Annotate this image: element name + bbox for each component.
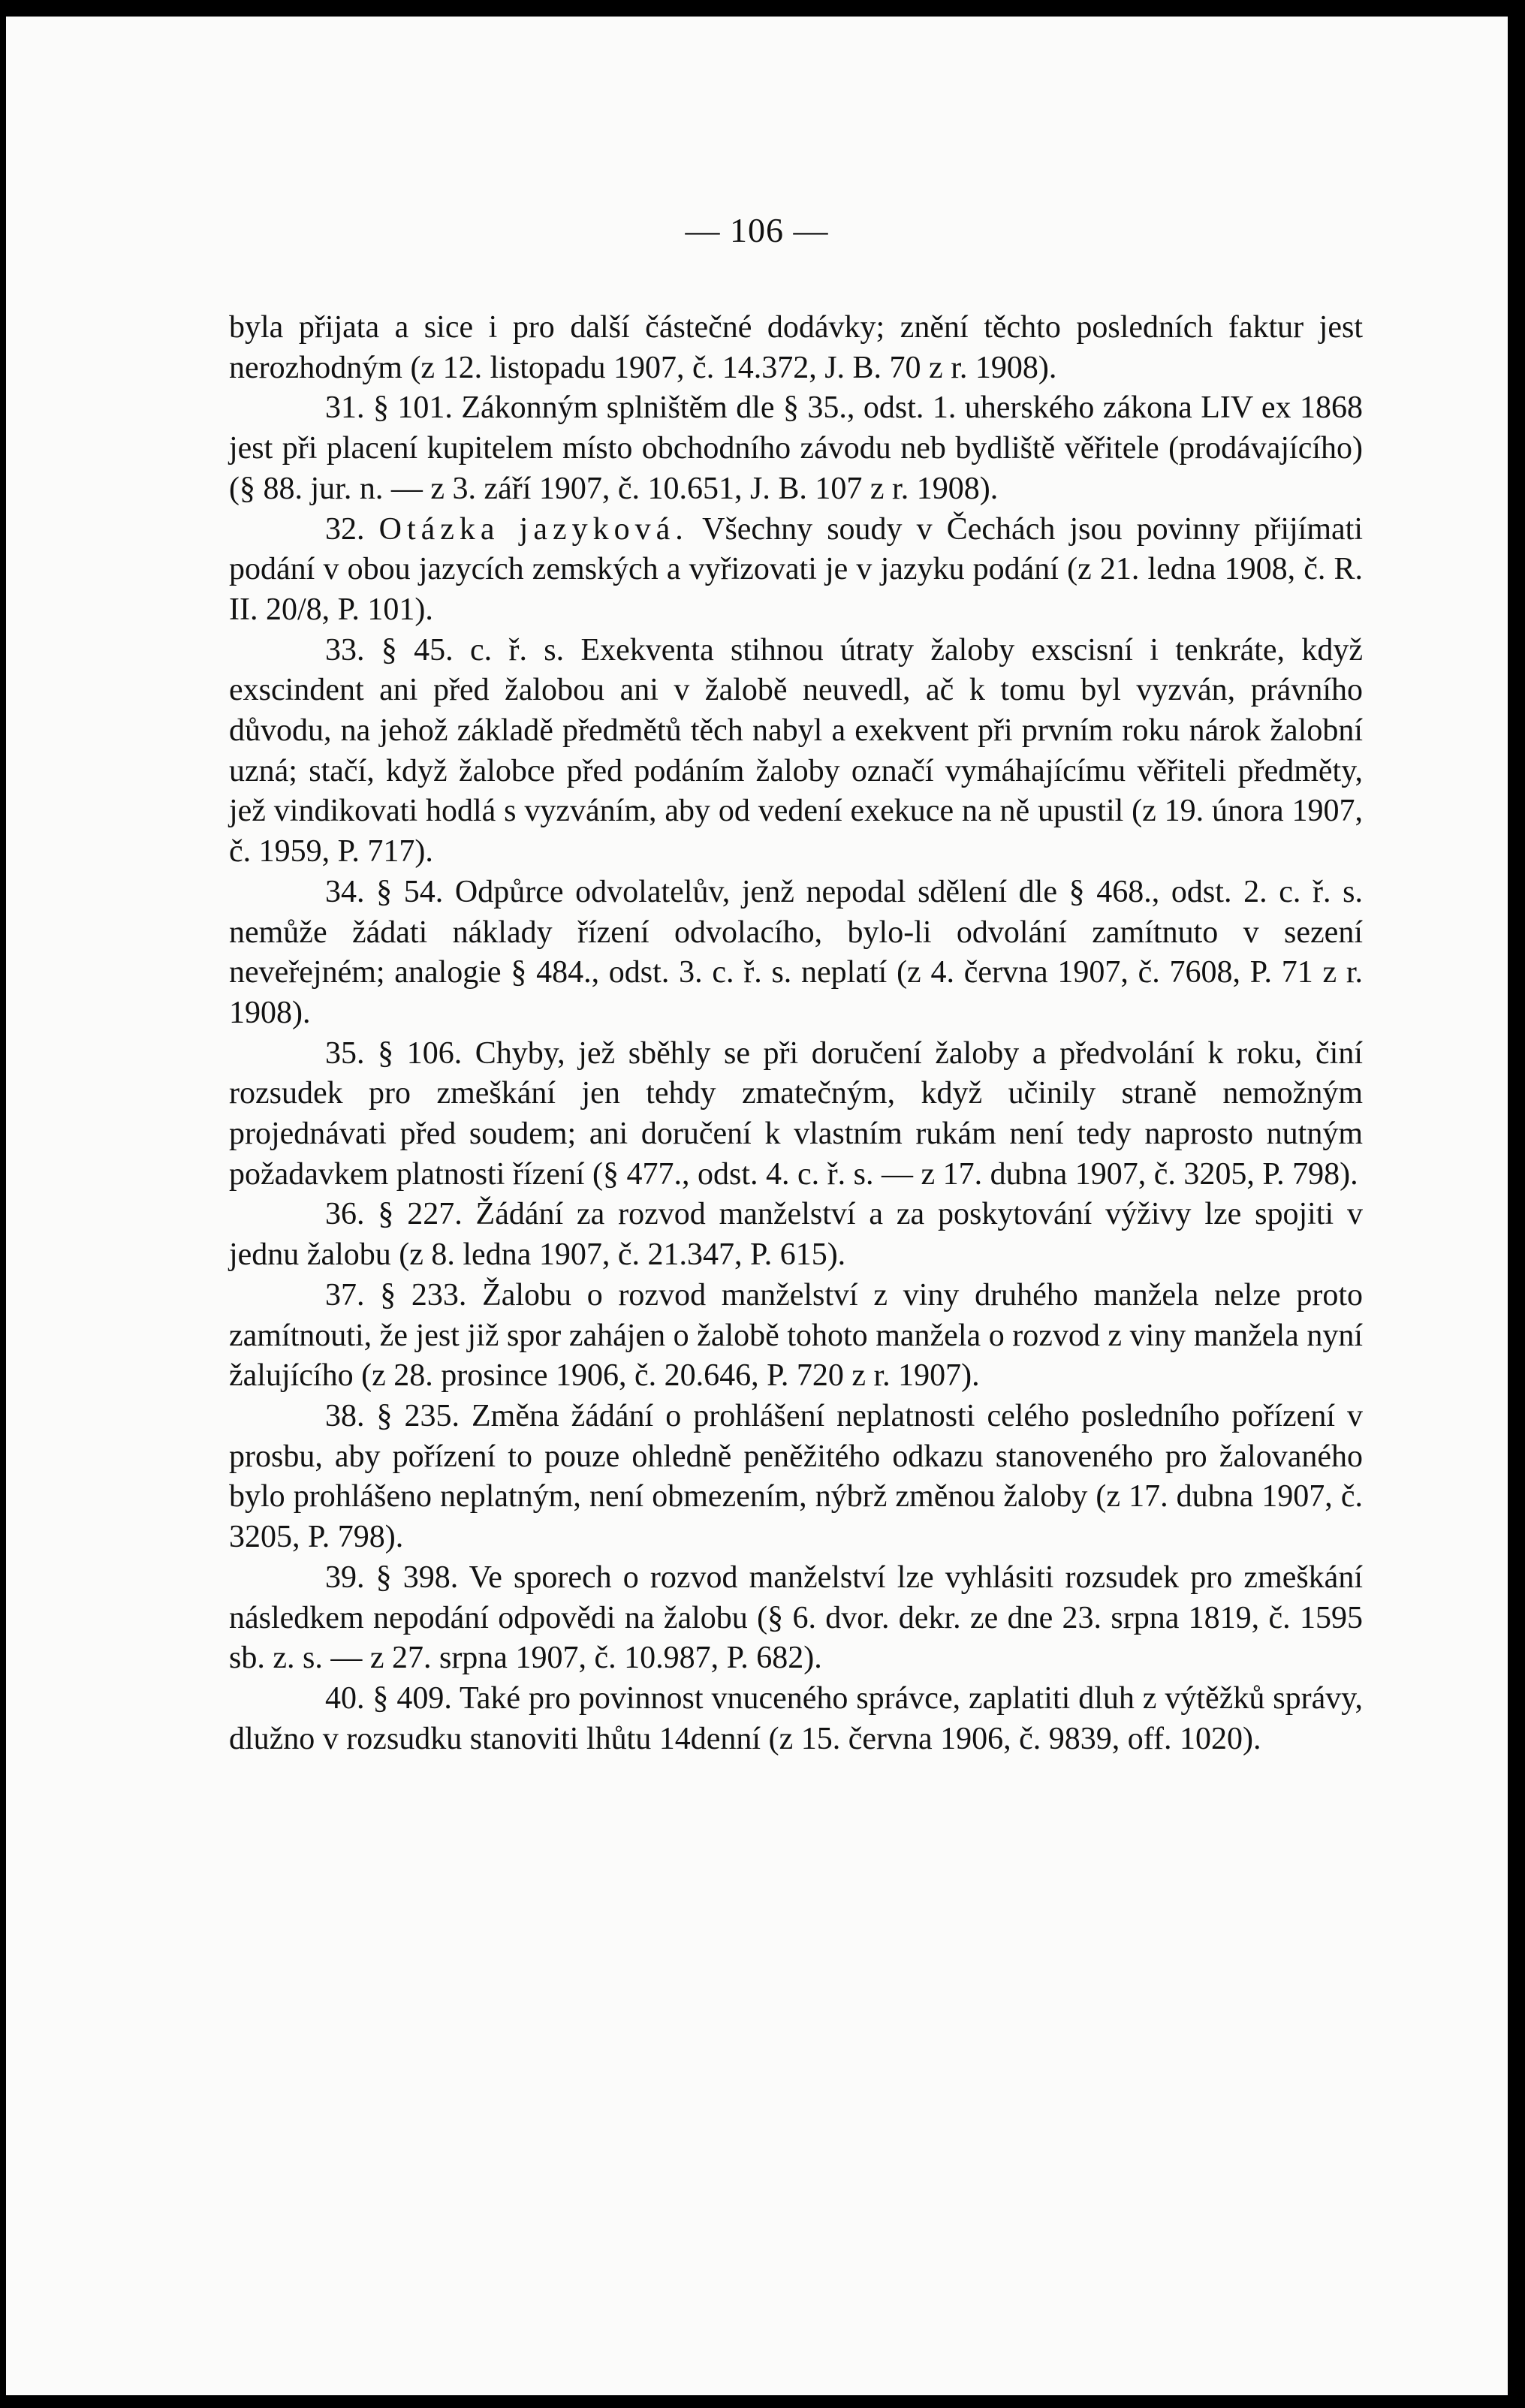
paragraph-38: 38. § 235. Změna žádání o prohlášení neplatnosti celého posledního pořízení v prosbu, aby pořízení to pouze ohledně peněžitého odkazu stanoveného pro žalovaného bylo prohlášeno neplatným, není obmezením, nýbrž změnou žaloby (z 17. dubna 1907, č. 3205, P. 798). [229, 1398, 1363, 1555]
paragraph-32-number: 32. [325, 511, 365, 547]
paragraph-36: 36. § 227. Žádání za rozvod manželství a za poskytování výživy lze spojiti v jednu žalobu (z 8. ledna 1907, č. 21.347, P. 615). [229, 1197, 1363, 1273]
paragraph-33: 33. § 45. c. ř. s. Exekventa stihnou útraty žaloby exscisní i tenkráte, když exscindent ani před žalobou ani v žalobě neuvedl, ač k tomu byl vyzván, právního důvodu, na jehož základě předmětů těch nabyl a exekvent při prvním roku nárok žalobní uzná; stačí, když žalobce před podáním žaloby označí vymáhajícímu věřiteli předměty, jež vindikovati hodlá s vyzváním, aby od vedení exekuce na ně upustil (z 19. února 1907, č. 1959, P. 717). [229, 632, 1363, 869]
paragraph-31: 31. § 101. Zákonným splništěm dle § 35., odst. 1. uherského zákona LIV ex 1868 jest při placení kupitelem místo obchodního závodu neb bydliště věřitele (prodávajícího) (§ 88. jur. n. — z 3. září 1907, č. 10.651, J. B. 107 z r. 1908). [229, 390, 1363, 506]
paragraph-37: 37. § 233. Žalobu o rozvod manželství z viny druhého manžela nelze proto zamítnouti, že jest již spor zahájen o žalobě tohoto manžela o rozvod z viny manžela nyní žalujícího (z 28. prosince 1906, č. 20.646, P. 720 z r. 1907). [229, 1277, 1363, 1394]
page-sheet [6, 17, 1508, 2395]
body-text [229, 308, 1363, 1759]
paragraph-39: 39. § 398. Ve sporech o rozvod manželství lze vyhlásiti rozsudek pro zmeškání následkem nepodání odpovědi na žalobu (§ 6. dvor. dekr. ze dne 23. srpna 1819, č. 1595 sb. z. s. — z 27. srpna 1907, č. 10.987, P. 682). [229, 1560, 1363, 1676]
scanned-page [6, 17, 1508, 2395]
paragraph-32-heading: Otázka jazyková. [378, 511, 689, 547]
paragraph-40: 40. § 409. Také pro povinnost vnuceného správce, zaplatiti dluh z výtěžků správy, dlužno v rozsudku stanoviti lhůtu 14denní (z 15. června 1906, č. 9839, off. 1020). [229, 1680, 1363, 1756]
paragraph-34: 34. § 54. Odpůrce odvolatelův, jenž nepodal sdělení dle § 468., odst. 2. c. ř. s. nemůže žádati náklady řízení odvolacího, bylo-li odvolání zamítnuto v sezení neveřejném; analogie § 484., odst. 3. c. ř. s. neplatí (z 4. června 1907, č. 7608, P. 71 z r. 1908). [229, 874, 1363, 1030]
paragraph-35: 35. § 106. Chyby, jež sběhly se při doručení žaloby a předvolání k roku, činí rozsudek pro zmeškání jen tehdy zmatečným, když učinily straně nemožným projednávati před soudem; ani doručení k vlastním rukám není tedy naprosto nutným požadavkem platnosti řízení (§ 477., odst. 4. c. ř. s. — z 17. dubna 1907, č. 3205, P. 798). [229, 1035, 1363, 1192]
paragraph-32 [229, 510, 1363, 631]
paragraph-32-text: Všechny soudy v Čechách jsou povinny přijímati podání v obou jazycích zemských a vyřizovati je v jazyku podání (z 21. ledna 1908, č. R. II. 20/8, P. 101). [229, 511, 1364, 627]
paragraph-continuation: byla přijata a sice i pro další částečné dodávky; znění těchto posledních faktur jest nerozhodným (z 12. listopadu 1907, č. 14.372, J. B. 70 z r. 1908). [229, 310, 1363, 385]
page-number: — 106 — [685, 211, 829, 249]
